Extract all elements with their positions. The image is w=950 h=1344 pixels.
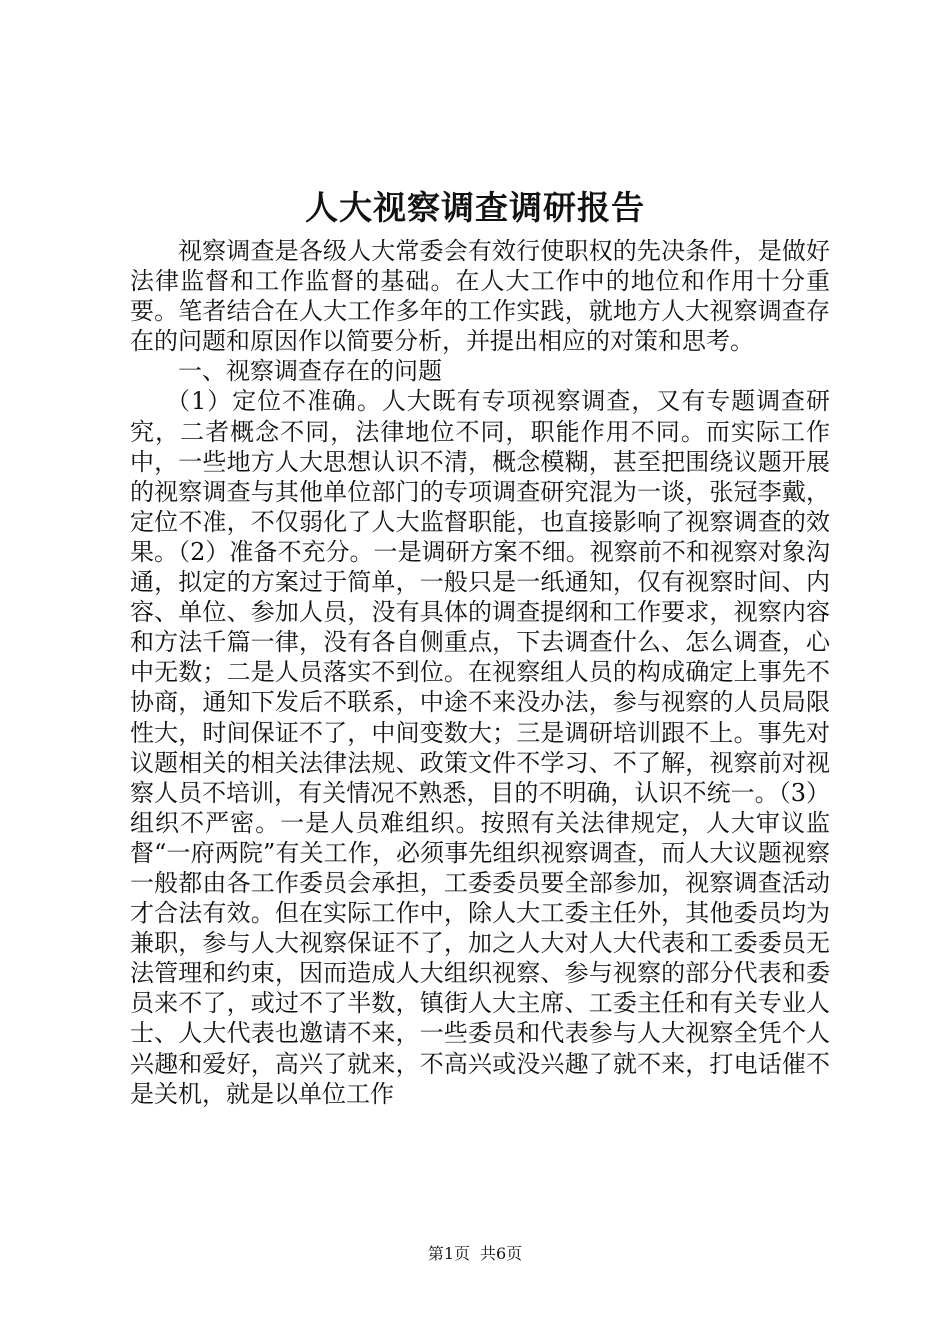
document-title: 人大视察调查调研报告 [305,188,645,227]
paragraph-intro: 视察调查是各级人大常委会有效行使职权的先决条件，是做好法律监督和工作监督的基础。在人大工作中的地位和作用十分重要。笔者结合在人大工作多年的工作实践，就地方人大视察调查存在的问题和原因作以简要分析，并提出相应的对策和思考。 [130,237,830,356]
section-heading: 一、视察调查存在的问题 [178,357,442,386]
page-footer [0,1244,950,1264]
document-body [130,236,830,1109]
page-number: 第1页 [427,1244,470,1263]
page-total: 共6页 [480,1244,523,1263]
paragraph-problems: （1）定位不准确。人大既有专项视察调查，又有专题调查研究，二者概念不同，法律地位不同，职能作用不同。而实际工作中，一些地方人大思想认识不清，概念模糊，甚至把围绕议题开展的视察调查与其他单位部门的专项调查研究混为一谈，张冠李戴，定位不准，不仅弱化了人大监督职能，也直接影响了视察调查的效果。（2）准备不充分。一是调研方案不细。视察前不和视察对象沟通，拟定的方案过于简单，一般只是一纸通知，仅有视察时间、内容、单位、参加人员，没有具体的调查提纲和工作要求，视察内容和方法千篇一律，没有各自侧重点，下去调查什么、怎么调查，心中无数；二是人员落实不到位。在视察组人员的构成确定上事先不协商，通知下发后不联系，中途不来没办法，参与视察的人员局限性大，时间保证不了，中间变数大；三是调研培训跟不上。事先对议题相关的相关法律法规、政策文件不学习、不了解，视察前对视察人员不培训，有关情况不熟悉，目的不明确，认识不统一。（3）组织不严密。一是人员难组织。按照有关法律规定，人大审议监督“一府两院”有关工作，必须事先组织视察调查，而人大议题视察一般都由各工作委员会承担，工委委员要全部参加，视察调查活动才合法有效。但在实际工作中，除人大工委主任外，其他委员均为兼职，参与人大视察保证不了，加之人大对人大代表和工委委员无法管理和约束，因而造成人大组织视察、参与视察的部分代表和委员来不了，或过不了半数，镇街人大主席、工委主任和有关专业人士、人大代表也邀请不来，一些委员和代表参与人大视察全凭个人兴趣和爱好，高兴了就来，不高兴或没兴趣了就不来，打电话催不是关机，就是以单位工作 [130,387,830,1108]
